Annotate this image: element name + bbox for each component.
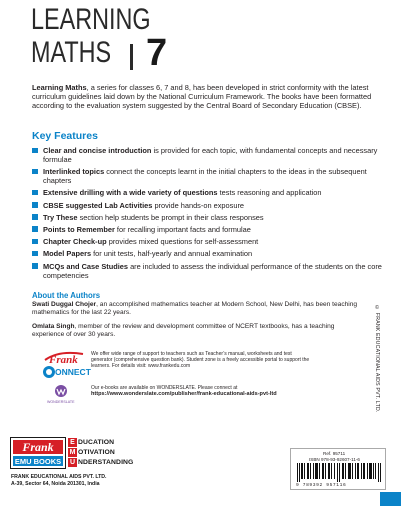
feature-bold: Chapter Check-up bbox=[43, 237, 107, 247]
barcode-digits: 9 789392 957116 bbox=[296, 483, 347, 488]
feature-bold: Model Papers bbox=[43, 249, 92, 259]
feature-bold: Try These bbox=[43, 212, 78, 222]
feature-item bbox=[32, 213, 384, 222]
about-authors-heading: About the Authors bbox=[32, 291, 101, 300]
title-divider bbox=[130, 44, 133, 70]
publisher-address: A-39, Sector 64, Noida 201301, India bbox=[11, 481, 100, 487]
title-line-1: LEARNING bbox=[31, 3, 151, 36]
square-bullet-icon bbox=[32, 169, 38, 175]
svg-text:WONDERSLATE: WONDERSLATE bbox=[47, 400, 75, 404]
intro-text: , a series for classes 6, 7 and 8, has been developed in strict conformity with the latest curriculum guidelines laid down by the National Curriculum Framework. The books have been formatted according to the evaluation system suggested by the Central Board of Secondary Education (CBSE). bbox=[32, 83, 372, 111]
corner-accent bbox=[380, 492, 401, 506]
author-name: Swati Duggal Chojer bbox=[32, 301, 97, 308]
feature-text: are included to assess the individual performance of the students on the core competencies bbox=[43, 261, 382, 280]
svg-text:Frank: Frank bbox=[49, 354, 78, 366]
ebooks-info bbox=[91, 385, 341, 398]
barcode-icon bbox=[297, 463, 381, 482]
square-bullet-icon bbox=[32, 239, 38, 245]
square-bullet-icon bbox=[32, 263, 38, 269]
frank-connect-logo bbox=[39, 350, 91, 380]
feature-text: connect the concepts learnt in the initial chapters to the ideas in the subsequent chapters bbox=[43, 167, 367, 186]
wonderslate-logo bbox=[46, 383, 76, 405]
feature-item bbox=[32, 201, 384, 210]
emu-line: M OTIVATION bbox=[69, 449, 115, 456]
square-bullet-icon bbox=[32, 251, 38, 257]
ebooks-line: Our e-books are available on WONDERSLATE. Please connect at bbox=[91, 385, 238, 391]
feature-item bbox=[32, 167, 384, 185]
square-bullet-icon bbox=[32, 190, 38, 196]
square-bullet-icon bbox=[32, 148, 38, 154]
feature-text: provides mixed questions for self-assessment bbox=[106, 237, 259, 247]
emu-line: U NDERSTANDING bbox=[69, 459, 134, 466]
svg-text:ONNECT: ONNECT bbox=[55, 367, 91, 377]
square-bullet-icon bbox=[32, 214, 38, 220]
feature-item bbox=[32, 262, 384, 280]
feature-item bbox=[32, 146, 384, 164]
feature-text: is provided for each topic, with fundamental concepts and necessary formulae bbox=[43, 146, 378, 164]
frank-emu-books-logo bbox=[10, 437, 66, 469]
feature-text: section help students be prompt in their class responses bbox=[77, 212, 264, 222]
feature-bold: Points to Remember bbox=[43, 224, 115, 234]
feature-text: for recalling important facts and formulae bbox=[114, 224, 251, 234]
author-name: Omlata Singh bbox=[32, 323, 75, 330]
svg-text:EMU BOOKS: EMU BOOKS bbox=[14, 457, 62, 466]
svg-text:Frank: Frank bbox=[22, 440, 54, 454]
square-bullet-icon bbox=[32, 202, 38, 208]
feature-item bbox=[32, 237, 384, 246]
intro-paragraph bbox=[32, 83, 384, 111]
reference-number: Ref. 95711 bbox=[323, 451, 346, 456]
author-bio bbox=[32, 323, 362, 340]
title-line-2: MATHS bbox=[31, 36, 112, 69]
feature-bold: Extensive drilling with a wide variety of questions bbox=[43, 188, 218, 198]
publisher-name: FRANK EDUCATIONAL AIDS PVT. LTD. bbox=[11, 474, 107, 480]
square-bullet-icon bbox=[32, 226, 38, 232]
emu-tagline bbox=[68, 438, 148, 468]
author-text: , member of the review and development committee of NCERT textbooks, has a teaching experience of over 30 years. bbox=[32, 323, 335, 339]
feature-bold: MCQs and Case Studies bbox=[43, 261, 129, 271]
feature-bold: Interlinked topics bbox=[43, 167, 105, 177]
key-features-list bbox=[32, 146, 384, 283]
feature-bold: Clear and concise introduction bbox=[43, 146, 152, 155]
key-features-heading: Key Features bbox=[32, 130, 98, 142]
isbn-text: ISBN 978-93-92607-11-6 bbox=[309, 457, 360, 462]
feature-text: tests reasoning and application bbox=[217, 188, 322, 198]
feature-text: for unit tests, half-yearly and annual examination bbox=[91, 249, 253, 259]
feature-text: provide hands-on exposure bbox=[152, 200, 245, 210]
feature-item bbox=[32, 225, 384, 234]
wonderslate-link[interactable]: https://www.wonderslate.com/publisher/frank-educational-aids-pvt-ltd bbox=[91, 391, 277, 398]
grade-number: 7 bbox=[146, 32, 168, 74]
emu-line: E DUCATION bbox=[68, 438, 148, 447]
feature-item bbox=[32, 249, 384, 258]
copyright-vertical: © FRANK EDUCATIONAL AIDS PVT. LTD. bbox=[374, 305, 380, 413]
feature-bold: CBSE suggested Lab Activities bbox=[43, 200, 153, 210]
author-bio bbox=[32, 301, 362, 318]
author-text: , an accomplished mathematics teacher at Modern School, New Delhi, has been teaching mathematics for the last 22 years. bbox=[32, 301, 358, 317]
intro-lead: Learning Maths bbox=[32, 83, 87, 92]
feature-item bbox=[32, 188, 384, 197]
connect-description: We offer wide range of support to teachers such as Teacher’s manual, worksheets and test generator (comprehensive question bank). Student zone is a freely accessible portal to support the learners. For details visit: www.frankedu.com bbox=[91, 351, 310, 370]
